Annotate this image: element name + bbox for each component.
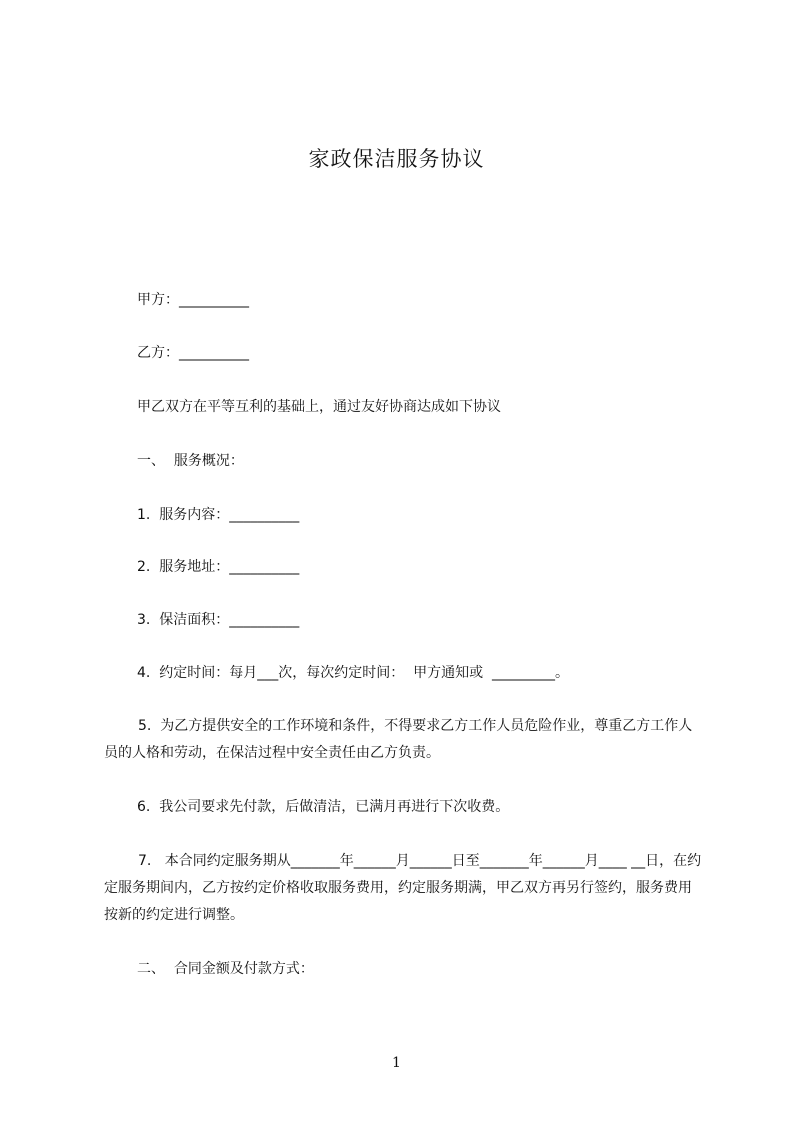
party-b-label: 乙方： [137,345,179,361]
item-4-schedule: 4. 约定时间：每月___次，每次约定时间： 甲方通知或 _________。 [137,665,570,681]
party-b-line [137,343,249,363]
party-a-value: __________ [179,292,249,308]
section-1-heading: 一、 服务概况： [137,453,244,469]
page-number: 1 [392,1055,401,1071]
item-5-safety: 5. 为乙方提供安全的工作环境和条件，不得要求乙方工作人员危险作业，尊重乙方工作人员的人格和劳动，在保洁过程中安全责任由乙方负责。 [104,718,693,761]
item-6-payment-first: 6. 我公司要求先付款，后做清洁，已满月再进行下次收费。 [137,799,510,815]
item-1-service-content: 1. 服务内容：__________ [137,507,300,523]
intro-text: 甲乙双方在平等互利的基础上，通过友好协商达成如下协议 [137,399,501,415]
item-3-cleaning-area: 3. 保洁面积：__________ [137,612,300,628]
party-a-label: 甲方： [137,292,179,308]
party-a-line [137,290,249,310]
section-2-heading: 二、 合同金额及付款方式： [137,961,314,977]
party-b-value: __________ [179,345,249,361]
document-title: 家政保洁服务协议 [308,147,485,171]
item-2-service-address: 2. 服务地址：__________ [137,559,300,575]
item-7-service-period: 7. 本合同约定服务期从_______年______月______日至_______年______月____ __日，在约定服务期间内，乙方按约定价格收取服务费用，约定服务期满，甲乙双方再另行签约，服务费用按新的约定进行调整。 [104,853,702,923]
